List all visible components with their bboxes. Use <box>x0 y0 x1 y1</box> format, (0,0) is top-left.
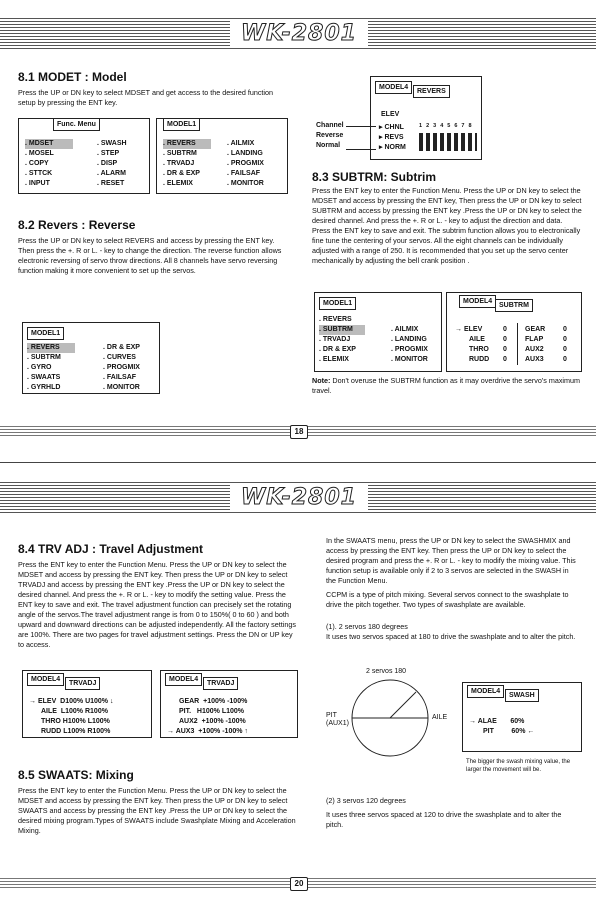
channel-value: 0 <box>563 326 567 333</box>
menu-item[interactable]: . GYRO <box>27 364 52 371</box>
diagram-left-label-1: PIT <box>326 712 337 719</box>
revers-switch-bars[interactable] <box>419 133 477 151</box>
menu-item[interactable]: . MONITOR <box>391 356 428 363</box>
menu-item[interactable]: . ELEMIX <box>163 180 193 187</box>
menu-item[interactable]: . RESET <box>97 180 125 187</box>
menu-item[interactable]: . MONITOR <box>227 180 264 187</box>
reverse-menu-lcd <box>22 322 160 394</box>
swash-row[interactable]: → ALAE 60% <box>469 718 525 725</box>
reverse-col-a <box>27 343 75 393</box>
revers-channel-numbers: 12345678 <box>419 123 476 129</box>
page-number: 18 <box>290 425 308 439</box>
channel-value: 0 <box>563 356 567 363</box>
section-8-3-title: 8.3 SUBTRM: Subtrim <box>312 170 437 184</box>
menu-item[interactable]: . FAILSAF <box>227 170 261 177</box>
menu-item[interactable]: . TRVADJ <box>319 336 351 343</box>
channel-value: 0 <box>503 326 507 333</box>
subtrm-col-b <box>391 325 428 365</box>
func-menu-lcd <box>18 118 150 194</box>
revers-title-label: REVERS <box>413 85 450 98</box>
reverse-col-b <box>103 343 140 393</box>
brand-logo: WK-2801 <box>230 20 368 48</box>
channel-value: 0 <box>503 346 507 353</box>
model1-label: MODEL1 <box>163 118 200 131</box>
func-menu-col-b <box>97 139 127 189</box>
menu-item[interactable]: . PROGMIX <box>103 364 140 371</box>
item-2-body: It uses three servos spaced at 120 to drive the swashplate and to alter the pitch. <box>326 810 562 829</box>
menu-item[interactable]: . FAILSAF <box>103 374 137 381</box>
revers-chnl: ▸ CHNL <box>379 124 404 131</box>
subtrm-values-lcd <box>446 292 582 372</box>
func-menu-label: Func. Menu <box>53 118 100 131</box>
diagram-right-label: AILE <box>432 714 448 721</box>
menu-item[interactable]: . REVERS <box>319 316 352 323</box>
item-2-title: (2) 3 servos 120 degrees <box>326 796 406 805</box>
menu-item[interactable]: . COPY <box>25 160 49 167</box>
section-8-2-body: Press the UP or DN key to select REVERS and access by pressing the ENT key. Then press the +. R or L. - key to change the direction. The reverse function allows electronic reversing of servo throw directions. All 8 channels have servo reversing function making it more convenient to set up the servos. <box>18 236 282 275</box>
trv-row[interactable]: AILE L100% R100% <box>41 708 108 715</box>
trv-row[interactable]: → ELEV D100% U100% ↓ <box>29 698 114 705</box>
normal-callout: Normal <box>316 142 341 149</box>
menu-item[interactable]: . INPUT <box>25 180 50 187</box>
reverse-callout: Reverse <box>316 132 344 139</box>
menu-item[interactable]: . MDSET <box>25 139 73 149</box>
menu-item[interactable]: . DR & EXP <box>319 346 356 353</box>
subtrm-menu-lcd <box>314 292 442 372</box>
menu-item[interactable]: . REVERS <box>163 139 211 149</box>
func-menu-col-a <box>25 139 73 189</box>
subtrm-divider <box>517 323 518 365</box>
revers-revs: ▸ REVS <box>379 134 404 141</box>
menu-item[interactable]: . CURVES <box>103 354 136 361</box>
channel-row[interactable]: THRO <box>469 346 489 353</box>
menu-item[interactable]: . STTCK <box>25 170 53 177</box>
section-8-4-title: 8.4 TRV ADJ : Travel Adjustment <box>18 542 203 556</box>
diagram-left-label-2: (AUX1) <box>326 720 349 727</box>
channel-row[interactable]: AUX2 <box>525 346 544 353</box>
menu-item[interactable]: . ELEMIX <box>319 356 349 363</box>
trvadj1-title: TRVADJ <box>65 677 100 690</box>
channel-row[interactable]: FLAP <box>525 336 544 343</box>
subtrm-col-labels-b <box>525 325 545 365</box>
channel-callout: Channel <box>316 122 344 129</box>
reverse-model-label: MODEL1 <box>27 327 64 340</box>
swash-caption: The bigger the swash mixing value, the larger the movement will be. <box>466 759 571 773</box>
section-8-2-title: 8.2 Revers : Reverse <box>18 218 136 232</box>
menu-item[interactable]: . GYRHLD <box>27 384 61 391</box>
channel-value: 0 <box>563 346 567 353</box>
trv-row[interactable]: AUX2 +100% -100% <box>179 718 246 725</box>
channel-row[interactable]: → ELEV <box>455 326 483 333</box>
trvadj1-model: MODEL4 <box>27 673 64 686</box>
revers-elev: ELEV <box>381 111 400 118</box>
model1-col-a <box>163 139 211 189</box>
menu-item[interactable]: . PROGMIX <box>391 346 428 353</box>
menu-item[interactable]: . TRVADJ <box>163 160 195 167</box>
subtrm-col-labels-a <box>455 325 489 365</box>
subtrm-col-values-b <box>563 325 567 365</box>
page-separator <box>0 462 596 463</box>
trv-row[interactable]: GEAR +100% -100% <box>179 698 248 705</box>
section-8-4-body: Press the ENT key to enter the Function Menu. Press the UP or DN key to select the MDSET and access by pressing the ENT key. Then press the UP or DN key to select TRVADJ and access by pressing the ENT key .Press the UP or DN key to select the desired channel. And press the +. R or L. - key to modify the setting value. Press the ENT key to save and exit. The travel adjustment function can precisely set the rotating angle of the servos.The travel adjustment range is from 0 to 150%( 0 to 60 ) and both upward and downward directions can be adjusted independently. All the factory settings are 100%. There are two pages for travel adjustment settings. Press the DN or UP key to access. <box>18 560 296 649</box>
section-8-5-body: Press the ENT key to enter the Function Menu. Press the UP or DN key to select the MDSET and access by pressing the ENT key. Then press the UP or DN key to select SWAATS and access by pressing the ENT key .Press the UP or DN key to select the desired mixing program.Types of SWAATS include Swashplate Mixing and Acceleration Mixing. <box>18 786 296 835</box>
model1-menu-lcd <box>156 118 288 194</box>
subtrm-col-a <box>319 315 365 365</box>
menu-item[interactable]: . SWAATS <box>27 374 61 381</box>
trv-row[interactable]: → AUX3 +100% -100% ↑ <box>167 728 248 735</box>
section-8-1-title: 8.1 MODET : Model <box>18 70 127 84</box>
swaats-para-1: In the SWAATS menu, press the UP or DN key to select the SWASHMIX and access by pressing the ENT key. Then press the UP or DN key to select the desired program and press the +. R or L. - key to modify the mixing value. This function setup is available only if 2 to 3 servos are selected in the SWASH in the Function Menu. <box>326 536 576 585</box>
trvadj2-model: MODEL4 <box>165 673 202 686</box>
subtrm-lcd-model: MODEL4 <box>459 295 496 308</box>
channel-value: 0 <box>563 336 567 343</box>
trvadj-lcd-2 <box>160 670 298 738</box>
swashplate-diagram <box>350 676 430 760</box>
menu-item[interactable]: . REVERS <box>27 343 75 353</box>
menu-item[interactable]: . SWASH <box>97 140 127 147</box>
item-1-title: (1). 2 servos 180 degrees <box>326 622 408 631</box>
callout-lines <box>346 126 376 150</box>
section-8-3-body: Press the ENT key to enter the Function Menu. Press the UP or DN key to select the MDSET and access by pressing the ENT key, Then press the UP or DN key to select SUBTRM and access by pressing the ENT key .Press the UP or DN key to select the desired channel. And press the +. R or L. - key to adjust the direction and data. Press the ENT key to save and exit. The subtrim function allows you to electronically fine tune the centering of your servos. All the eight channels can be individually adjusted with a range of 250. It is recommended that you set up the servo center mechanically by adjusting the bell crank position . <box>312 186 582 265</box>
trvadj2-title: TRVADJ <box>203 677 238 690</box>
revers-lcd <box>370 76 482 160</box>
swash-lcd <box>462 682 582 752</box>
menu-item[interactable]: . DR & EXP <box>103 344 140 351</box>
trv-row[interactable]: THRO H100% L100% <box>41 718 110 725</box>
revers-model-label: MODEL4 <box>375 81 412 94</box>
trvadj2-rows <box>167 697 248 737</box>
swash-lcd-model: MODEL4 <box>467 685 504 698</box>
menu-item[interactable]: . MONITOR <box>103 384 140 391</box>
channel-value: 0 <box>503 336 507 343</box>
channel-row[interactable]: AUX3 <box>525 356 544 363</box>
page-number: 20 <box>290 877 308 891</box>
ccpm-para: CCPM is a type of pitch mixing. Several servos connect to the swashplate to drive the pitch together. Two types of swashplate are available. <box>326 590 569 609</box>
menu-item[interactable]: . PROGMIX <box>227 160 264 167</box>
section-8-5-title: 8.5 SWAATS: Mixing <box>18 768 134 782</box>
menu-item[interactable]: . SUBTRM <box>163 150 197 157</box>
revers-norm: ▸ NORM <box>379 144 406 151</box>
menu-item[interactable]: . ALARM <box>97 170 126 177</box>
menu-item[interactable]: . LANDING <box>391 336 427 343</box>
model1-col-b <box>227 139 264 189</box>
menu-item[interactable]: . DR & EXP <box>163 170 200 177</box>
subtrm-note: Note: Don't overuse the SUBTRM function as it may overdrive the servo's maximum travel. <box>312 376 580 395</box>
swash-row[interactable]: PIT 60% ← <box>483 728 535 735</box>
swash-rows <box>469 717 534 737</box>
trvadj1-rows <box>29 697 113 737</box>
menu-item[interactable]: . AILMIX <box>227 140 255 147</box>
menu-item[interactable]: . LANDING <box>227 150 263 157</box>
brand-logo: WK-2801 <box>230 484 368 512</box>
channel-row[interactable]: GEAR <box>525 326 546 333</box>
trv-row[interactable]: PIT. H100% L100% <box>179 708 245 715</box>
item-1-body: It uses two servos spaced at 180 to drive the swashplate and to alter the pitch. <box>326 632 576 641</box>
subtrm-col-values-a <box>503 325 507 365</box>
trvadj-lcd-1 <box>22 670 152 738</box>
subtrm-model-label: MODEL1 <box>319 297 356 310</box>
section-8-1-body: Press the UP or DN key to select MDSET and get access to the desired function setup by pressing the ENT key. <box>18 88 274 107</box>
subtrm-lcd-title: SUBTRM <box>495 299 533 312</box>
menu-item[interactable]: . SUBTRM <box>27 354 61 361</box>
diagram-top-label: 2 servos 180 <box>366 668 407 675</box>
trv-row[interactable]: RUDD L100% R100% <box>41 728 111 735</box>
channel-value: 0 <box>503 356 507 363</box>
menu-item[interactable]: . MOSEL <box>25 150 54 157</box>
menu-item[interactable]: . AILMIX <box>391 326 419 333</box>
channel-row[interactable]: RUDD <box>469 356 490 363</box>
menu-item[interactable]: . DISP <box>97 160 118 167</box>
channel-row[interactable]: AILE <box>469 336 485 343</box>
menu-item[interactable]: . SUBTRM <box>319 325 365 335</box>
menu-item[interactable]: . STEP <box>97 150 120 157</box>
swash-lcd-title: SWASH <box>505 689 539 702</box>
